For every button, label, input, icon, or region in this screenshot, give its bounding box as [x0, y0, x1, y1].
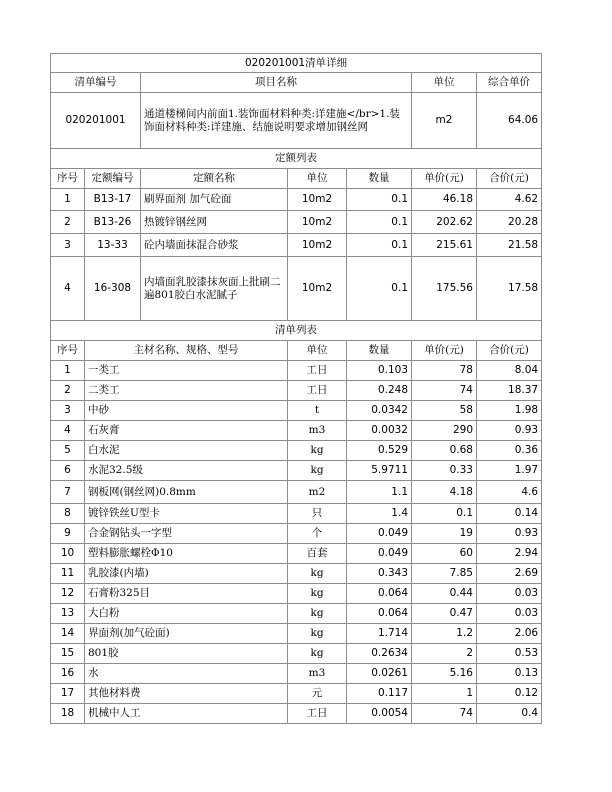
material-seq: 17: [51, 684, 85, 704]
material-unit: 工日: [288, 381, 347, 401]
bill-unit: m2: [412, 93, 477, 149]
material-qty: 1.1: [347, 481, 412, 504]
materials-unit-header: 单位: [288, 341, 347, 361]
material-qty: 0.049: [347, 544, 412, 564]
materials-section-row: [51, 321, 542, 341]
material-qty: 0.064: [347, 604, 412, 624]
material-total: 0.93: [477, 421, 542, 441]
material-name: 机械中人工: [85, 704, 288, 724]
material-row: [51, 624, 542, 644]
material-price: 58: [412, 401, 477, 421]
material-name: 大白粉: [85, 604, 288, 624]
quota-name: 热镀锌钢丝网: [141, 211, 288, 234]
material-qty: 0.2634: [347, 644, 412, 664]
material-price: 7.85: [412, 564, 477, 584]
material-unit: kg: [288, 604, 347, 624]
material-unit: 个: [288, 524, 347, 544]
material-row: [51, 564, 542, 584]
quota-price-header: 单价(元): [412, 169, 477, 189]
material-price: 0.44: [412, 584, 477, 604]
quota-code: B13-17: [85, 189, 141, 211]
bill-price: 64.06: [477, 93, 542, 149]
bill-header-row: [51, 73, 542, 93]
material-price: 2: [412, 644, 477, 664]
materials-section-title: 清单列表: [51, 321, 542, 341]
material-name: 801胶: [85, 644, 288, 664]
material-total: 0.4: [477, 704, 542, 724]
material-unit: m3: [288, 421, 347, 441]
material-total: 0.12: [477, 684, 542, 704]
material-seq: 2: [51, 381, 85, 401]
material-name: 水: [85, 664, 288, 684]
bill-code: 020201001: [51, 93, 141, 149]
material-seq: 6: [51, 461, 85, 481]
material-qty: 0.0032: [347, 421, 412, 441]
material-seq: 11: [51, 564, 85, 584]
material-price: 0.47: [412, 604, 477, 624]
materials-seq-header: 序号: [51, 341, 85, 361]
bill-price-header: 综合单价: [477, 73, 542, 93]
material-seq: 9: [51, 524, 85, 544]
materials-header-row: [51, 341, 542, 361]
sheet-title: 020201001清单详细: [51, 54, 542, 73]
material-total: 8.04: [477, 361, 542, 381]
quota-qty: 0.1: [347, 257, 412, 321]
quota-seq: 2: [51, 211, 85, 234]
material-unit: t: [288, 401, 347, 421]
material-name: 石灰膏: [85, 421, 288, 441]
bill-unit-header: 单位: [412, 73, 477, 93]
material-unit: m3: [288, 664, 347, 684]
material-seq: 13: [51, 604, 85, 624]
quota-name: 刷界面剂 加气砼面: [141, 189, 288, 211]
material-unit: kg: [288, 584, 347, 604]
material-qty: 0.0054: [347, 704, 412, 724]
material-row: [51, 381, 542, 401]
material-price: 4.18: [412, 481, 477, 504]
material-seq: 15: [51, 644, 85, 664]
quota-row: [51, 189, 542, 211]
material-total: 2.69: [477, 564, 542, 584]
material-total: 0.93: [477, 524, 542, 544]
quota-qty: 0.1: [347, 189, 412, 211]
quota-total: 4.62: [477, 189, 542, 211]
material-price: 1: [412, 684, 477, 704]
material-total: 0.53: [477, 644, 542, 664]
material-total: 1.98: [477, 401, 542, 421]
material-price: 60: [412, 544, 477, 564]
title-row: [51, 54, 542, 73]
material-total: 0.03: [477, 584, 542, 604]
material-unit: 元: [288, 684, 347, 704]
material-seq: 14: [51, 624, 85, 644]
material-seq: 18: [51, 704, 85, 724]
material-name: 钢板网(钢丝网)0.8mm: [85, 481, 288, 504]
quota-price: 202.62: [412, 211, 477, 234]
material-seq: 16: [51, 664, 85, 684]
material-row: [51, 664, 542, 684]
material-qty: 0.117: [347, 684, 412, 704]
material-row: [51, 401, 542, 421]
material-unit: kg: [288, 624, 347, 644]
quota-total: 17.58: [477, 257, 542, 321]
quota-seq: 1: [51, 189, 85, 211]
quota-header-row: [51, 169, 542, 189]
material-name: 乳胶漆(内墙): [85, 564, 288, 584]
material-row: [51, 604, 542, 624]
bill-name: 通道楼梯间内前面1.装饰面材料种类:详建施</br>1.装饰面材料种类:详建施、结施说明要求增加钢丝网: [141, 93, 412, 149]
material-row: [51, 361, 542, 381]
material-qty: 0.049: [347, 524, 412, 544]
material-row: [51, 461, 542, 481]
quota-unit-header: 单位: [288, 169, 347, 189]
material-name: 白水泥: [85, 441, 288, 461]
quota-unit: 10m2: [288, 211, 347, 234]
quota-qty-header: 数量: [347, 169, 412, 189]
quota-qty: 0.1: [347, 211, 412, 234]
material-name: 界面剂(加气砼面): [85, 624, 288, 644]
material-row: [51, 684, 542, 704]
material-qty: 0.0342: [347, 401, 412, 421]
material-price: 78: [412, 361, 477, 381]
materials-name-header: 主材名称、规格、型号: [85, 341, 288, 361]
quota-total: 21.58: [477, 234, 542, 257]
quota-price: 46.18: [412, 189, 477, 211]
quota-code: B13-26: [85, 211, 141, 234]
quota-code-header: 定额编号: [85, 169, 141, 189]
quota-code: 16-308: [85, 257, 141, 321]
material-price: 0.33: [412, 461, 477, 481]
material-name: 一类工: [85, 361, 288, 381]
bill-detail-table: [50, 53, 542, 724]
material-name: 合金钢钻头一字型: [85, 524, 288, 544]
material-seq: 7: [51, 481, 85, 504]
material-total: 0.13: [477, 664, 542, 684]
material-row: [51, 584, 542, 604]
material-price: 290: [412, 421, 477, 441]
quota-seq-header: 序号: [51, 169, 85, 189]
material-price: 0.68: [412, 441, 477, 461]
material-row: [51, 441, 542, 461]
material-unit: 工日: [288, 361, 347, 381]
material-row: [51, 421, 542, 441]
material-qty: 5.9711: [347, 461, 412, 481]
material-name: 塑料膨胀螺栓Φ10: [85, 544, 288, 564]
material-total: 18.37: [477, 381, 542, 401]
quota-section-title: 定额列表: [51, 149, 542, 169]
quota-section-row: [51, 149, 542, 169]
material-qty: 0.0261: [347, 664, 412, 684]
material-total: 0.14: [477, 504, 542, 524]
quota-unit: 10m2: [288, 234, 347, 257]
bill-name-header: 项目名称: [141, 73, 412, 93]
material-name: 石膏粉325目: [85, 584, 288, 604]
quota-code: 13-33: [85, 234, 141, 257]
material-name: 镀锌铁丝U型卡: [85, 504, 288, 524]
material-total: 2.06: [477, 624, 542, 644]
quota-row: [51, 211, 542, 234]
material-price: 74: [412, 381, 477, 401]
material-qty: 0.103: [347, 361, 412, 381]
material-row: [51, 524, 542, 544]
material-price: 5.16: [412, 664, 477, 684]
quota-price: 175.56: [412, 257, 477, 321]
quota-row: [51, 257, 542, 321]
bill-row: [51, 93, 542, 149]
quota-qty: 0.1: [347, 234, 412, 257]
material-price: 1.2: [412, 624, 477, 644]
material-name: 二类工: [85, 381, 288, 401]
material-total: 1.97: [477, 461, 542, 481]
material-qty: 1.714: [347, 624, 412, 644]
material-total: 0.03: [477, 604, 542, 624]
material-seq: 10: [51, 544, 85, 564]
material-unit: 只: [288, 504, 347, 524]
material-seq: 5: [51, 441, 85, 461]
quota-row: [51, 234, 542, 257]
material-row: [51, 481, 542, 504]
material-name: 中砂: [85, 401, 288, 421]
material-unit: 工日: [288, 704, 347, 724]
quota-name: 砼内墙面抹混合砂浆: [141, 234, 288, 257]
quota-seq: 4: [51, 257, 85, 321]
material-seq: 12: [51, 584, 85, 604]
material-price: 0.1: [412, 504, 477, 524]
quota-unit: 10m2: [288, 189, 347, 211]
bill-code-header: 清单编号: [51, 73, 141, 93]
materials-price-header: 单价(元): [412, 341, 477, 361]
material-total: 2.94: [477, 544, 542, 564]
material-row: [51, 644, 542, 664]
material-seq: 4: [51, 421, 85, 441]
material-qty: 0.529: [347, 441, 412, 461]
material-total: 0.36: [477, 441, 542, 461]
material-row: [51, 504, 542, 524]
material-price: 19: [412, 524, 477, 544]
quota-unit: 10m2: [288, 257, 347, 321]
material-seq: 8: [51, 504, 85, 524]
material-qty: 0.248: [347, 381, 412, 401]
quota-seq: 3: [51, 234, 85, 257]
material-qty: 0.343: [347, 564, 412, 584]
material-total: 4.6: [477, 481, 542, 504]
quota-price: 215.61: [412, 234, 477, 257]
quota-name-header: 定额名称: [141, 169, 288, 189]
material-unit: m2: [288, 481, 347, 504]
material-seq: 3: [51, 401, 85, 421]
material-row: [51, 544, 542, 564]
material-unit: 百套: [288, 544, 347, 564]
quota-name: 内墙面乳胶漆抹灰面上批刷二遍801胶白水泥腻子: [141, 257, 288, 321]
material-qty: 1.4: [347, 504, 412, 524]
material-price: 74: [412, 704, 477, 724]
material-unit: kg: [288, 441, 347, 461]
quota-total: 20.28: [477, 211, 542, 234]
material-name: 其他材料费: [85, 684, 288, 704]
material-unit: kg: [288, 461, 347, 481]
material-seq: 1: [51, 361, 85, 381]
material-row: [51, 704, 542, 724]
materials-total-header: 合价(元): [477, 341, 542, 361]
material-unit: kg: [288, 564, 347, 584]
material-qty: 0.064: [347, 584, 412, 604]
material-unit: kg: [288, 644, 347, 664]
quota-total-header: 合价(元): [477, 169, 542, 189]
materials-qty-header: 数量: [347, 341, 412, 361]
material-name: 水泥32.5级: [85, 461, 288, 481]
